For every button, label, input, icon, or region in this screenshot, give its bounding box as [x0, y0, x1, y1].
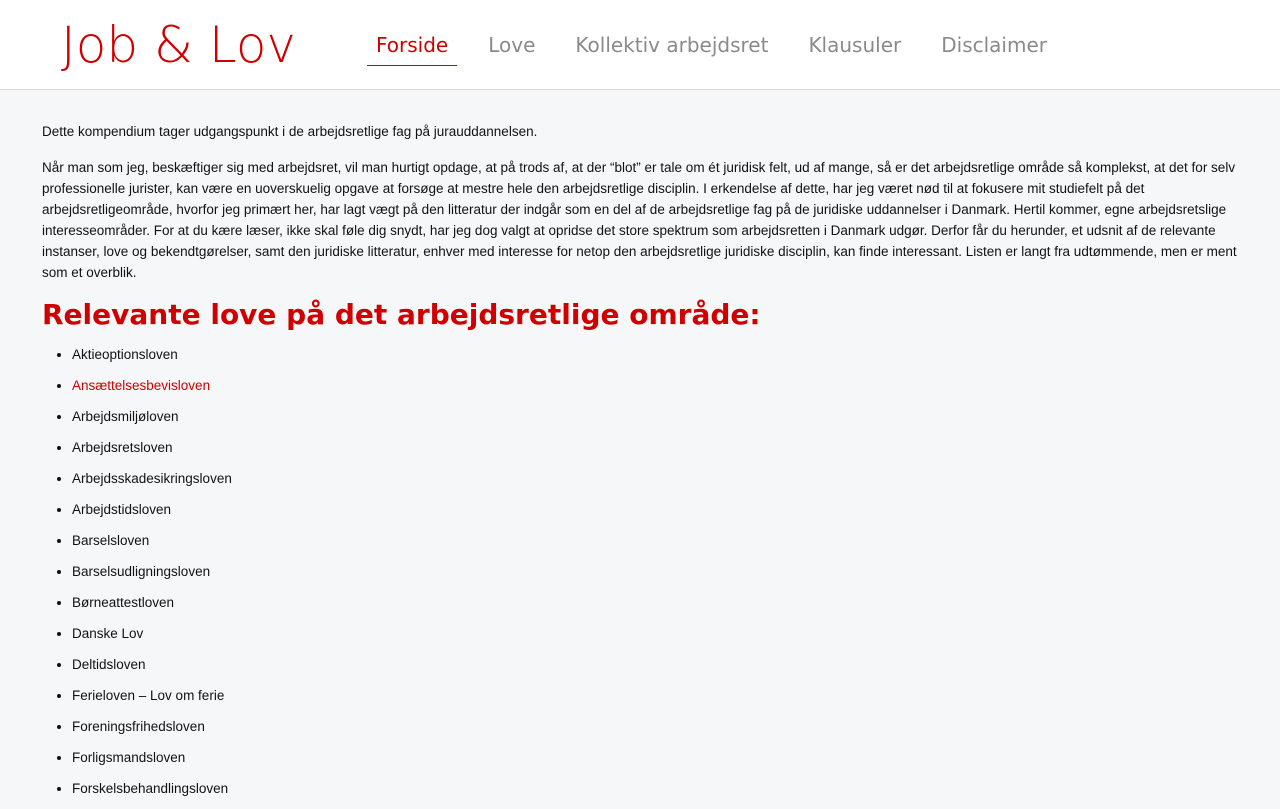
- law-link[interactable]: Danske Lov: [72, 626, 144, 641]
- site-header: [0, 0, 1280, 90]
- list-item: [72, 747, 1238, 768]
- list-item: [72, 437, 1238, 458]
- nav-item-label: Kollektiv arbejdsret: [575, 33, 769, 57]
- nav-item-forside[interactable]: [367, 0, 457, 66]
- list-item: [72, 623, 1238, 644]
- main-content: [42, 121, 1238, 809]
- list-item: [72, 716, 1238, 737]
- law-link[interactable]: Forskelsbehandlingsloven: [72, 781, 229, 796]
- list-item: [72, 561, 1238, 582]
- list-item: [72, 592, 1238, 613]
- law-link[interactable]: Arbejdsmiljøloven: [72, 409, 179, 424]
- list-item: [72, 685, 1238, 706]
- law-link[interactable]: Ansættelsesbevisloven: [72, 378, 211, 393]
- law-link[interactable]: Aktieoptionsloven: [72, 347, 178, 362]
- law-link[interactable]: Forligsmandsloven: [72, 750, 186, 765]
- nav-item-label: Love: [488, 33, 536, 57]
- list-item: [72, 375, 1238, 396]
- nav-item-klausuler[interactable]: [799, 0, 910, 66]
- nav-item-label: Klausuler: [808, 33, 902, 57]
- law-link[interactable]: Arbejdsretsloven: [72, 440, 173, 455]
- site-logo[interactable]: Job & Lov: [61, 16, 297, 74]
- law-link[interactable]: Barselsudligningsloven: [72, 564, 211, 579]
- list-item: [72, 778, 1238, 799]
- list-item: [72, 654, 1238, 675]
- list-item: [72, 344, 1238, 365]
- section-heading: Relevante love på det arbejdsretlige område:: [42, 298, 761, 331]
- main-nav: [367, 0, 1078, 90]
- law-link[interactable]: Barselsloven: [72, 533, 150, 548]
- law-link[interactable]: Ferieloven – Lov om ferie: [72, 688, 225, 703]
- nav-item-kollektiv-arbejdsret[interactable]: [566, 0, 777, 66]
- list-item: [72, 530, 1238, 551]
- nav-item-love[interactable]: [479, 0, 544, 66]
- law-link[interactable]: Deltidsloven: [72, 657, 146, 672]
- list-item: [72, 468, 1238, 489]
- law-link[interactable]: Arbejdsskadesikringsloven: [72, 471, 232, 486]
- law-link[interactable]: Børneattestloven: [72, 595, 175, 610]
- law-list: [42, 344, 1238, 799]
- body-paragraph: Når man som jeg, beskæftiger sig med arbejdsret, vil man hurtigt opdage, at på trods af, at der “blot” er tale om ét juridisk felt, ud af mange, så er det arbejdsretlige område så komplekst, at det for selv professionelle jurister, kan være en uoverskuelig opgave at forsøge at mestre hele den arbejdsretlige disciplin. I erkendelse af dette, har jeg været nød til at fokusere mit studiefelt på det arbejdsretligeområde, hvorfor jeg primært her, har lagt vægt på den litteratur der indgår som en del af de arbejdsretlige fag på de juridiske uddannelser i Danmark. Hertil kommer, egne arbejdsretslige interesseområder. For at du kære læser, ikke skal føle dig snydt, har jeg dog valgt at opridse det store spektrum som arbejdsretten i Danmark udgør. Derfor får du herunder, et udsnit af de relevante instanser, love og bekendtgørelser, samt den juridiske litteratur, enhver med interesse for netop den arbejdsretlige juridiske disciplin, kan finde interessant. Listen er langt fra udtømmende, men er ment som et overblik.: [42, 160, 1237, 280]
- law-link[interactable]: Arbejdstidsloven: [72, 502, 172, 517]
- nav-item-label: Disclaimer: [941, 33, 1047, 57]
- intro-text: Dette kompendium tager udgangspunkt i de arbejdsretlige fag på jurauddannelsen.: [42, 124, 538, 139]
- list-item: [72, 406, 1238, 427]
- list-item: [72, 499, 1238, 520]
- nav-item-disclaimer[interactable]: [932, 0, 1056, 66]
- nav-item-label: Forside: [376, 33, 449, 57]
- law-link[interactable]: Foreningsfrihedsloven: [72, 719, 205, 734]
